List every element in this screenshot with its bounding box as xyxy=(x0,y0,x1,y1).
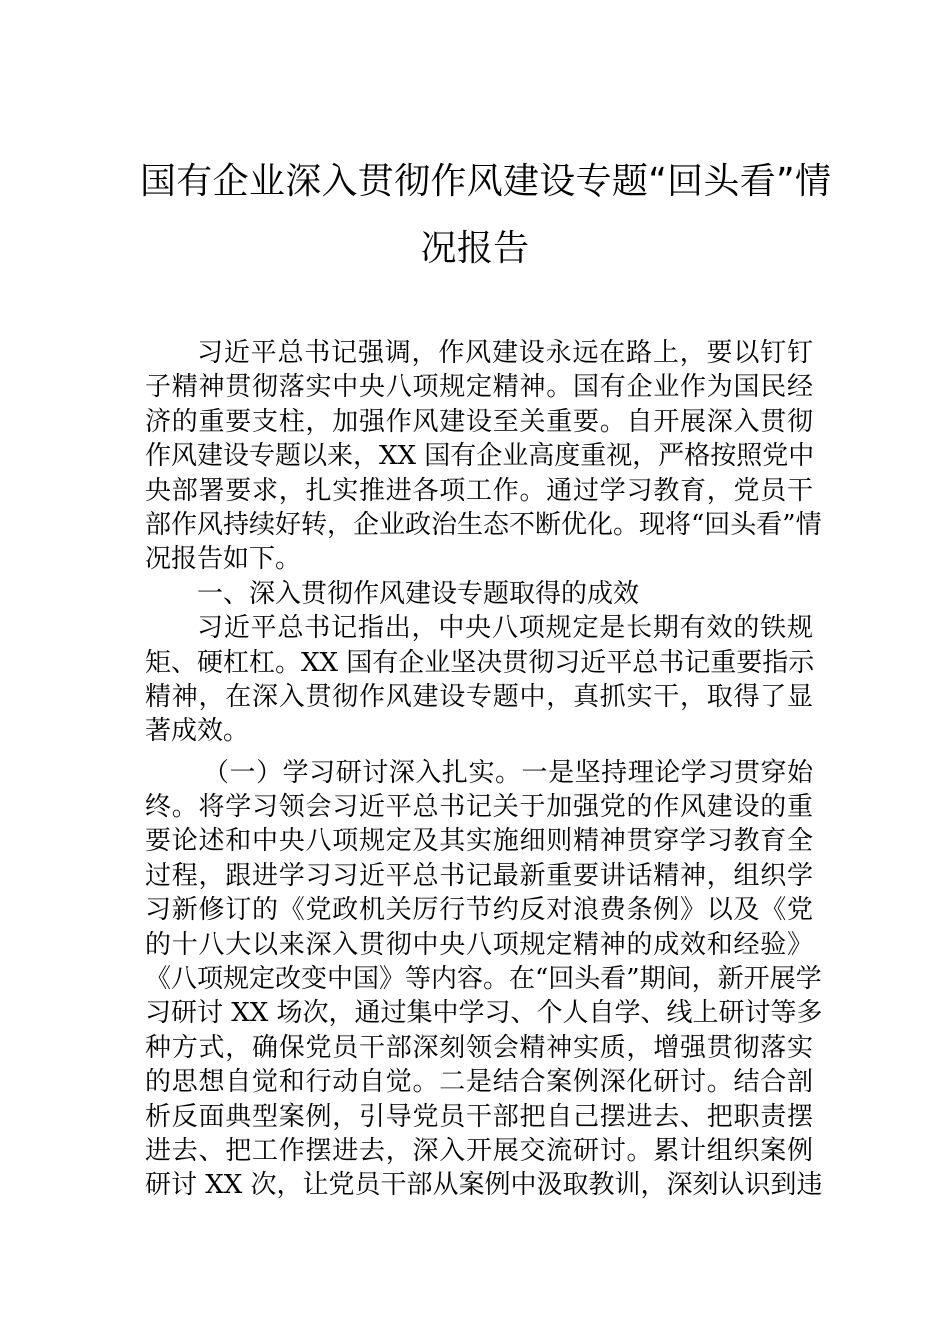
text-line: 精神，在深入贯彻作风建设专题中，真抓实干，取得了显 xyxy=(145,681,813,712)
document-body xyxy=(145,336,823,1203)
text-line: 作风建设专题以来，XX 国有企业高度重视，严格按照党中 xyxy=(145,441,815,472)
title-line: 况报告 xyxy=(420,228,530,269)
text-line: 终。将学习领会习近平总书记关于加强党的作风建设的重 xyxy=(145,792,813,823)
text-line: 《八项规定改变中国》等内容。在“回头看”期间，新开展学 xyxy=(145,964,822,995)
text-line: 析反面典型案例，引导党员干部把自己摆进去、把职责摆 xyxy=(145,1101,813,1132)
text-line: 矩、硬杠杠。XX 国有企业坚决贯彻习近平总书记重要指示 xyxy=(145,647,815,678)
text-line: 著成效。 xyxy=(145,716,250,747)
text-line: 子精神贯彻落实中央八项规定精神。国有企业作为国民经 xyxy=(145,372,813,403)
text-line: （一）学习研讨深入扎实。一是坚持理论学习贯穿始 xyxy=(203,757,813,788)
text-line: 习研讨 XX 场次，通过集中学习、个人自学、线上研讨等多 xyxy=(145,998,823,1029)
text-line: 习近平总书记强调，作风建设永远在路上，要以钉钉 xyxy=(197,338,813,368)
text-line: 况报告如下。 xyxy=(145,544,302,575)
text-line: 的十八大以来深入贯彻中央八项规定精神的成效和经验》 xyxy=(145,929,813,960)
text-line: 部作风持续好转，企业政治生态不断优化。现将“回头看”情 xyxy=(145,509,822,540)
text-line: 习近平总书记指出，中央八项规定是长期有效的铁规 xyxy=(197,613,813,644)
section-heading: 一、深入贯彻作风建设专题取得的成效 xyxy=(197,578,640,609)
text-line: 进去、把工作摆进去，深入开展交流研讨。累计组织案例 xyxy=(145,1135,813,1166)
paragraph-achievements xyxy=(145,611,813,749)
text-line: 济的重要支柱，加强作风建设至关重要。自开展深入贯彻 xyxy=(145,406,813,437)
text-line: 的思想自觉和行动自觉。二是结合案例深化研讨。结合剖 xyxy=(145,1067,813,1098)
text-line: 要论述和中央八项规定及其实施细则精神贯穿学习教育全 xyxy=(145,826,813,857)
text-line: 央部署要求，扎实推进各项工作。通过学习教育，党员干 xyxy=(145,475,813,506)
paragraph-intro xyxy=(145,336,822,577)
document-title xyxy=(140,148,832,282)
text-line: 种方式，确保党员干部深刻领会精神实质，增强贯彻落实 xyxy=(145,1032,813,1063)
text-line: 习新修订的《党政机关厉行节约反对浪费条例》以及《党 xyxy=(145,895,813,926)
text-line: 研讨 XX 次，让党员干部从案例中汲取教训，深刻认识到违 xyxy=(145,1170,823,1201)
paragraph-study xyxy=(145,756,823,1203)
text-line: 过程，跟进学习习近平总书记最新重要讲话精神，组织学 xyxy=(145,860,813,891)
title-line: 国有企业深入贯彻作风建设专题“回头看”情 xyxy=(140,161,832,202)
